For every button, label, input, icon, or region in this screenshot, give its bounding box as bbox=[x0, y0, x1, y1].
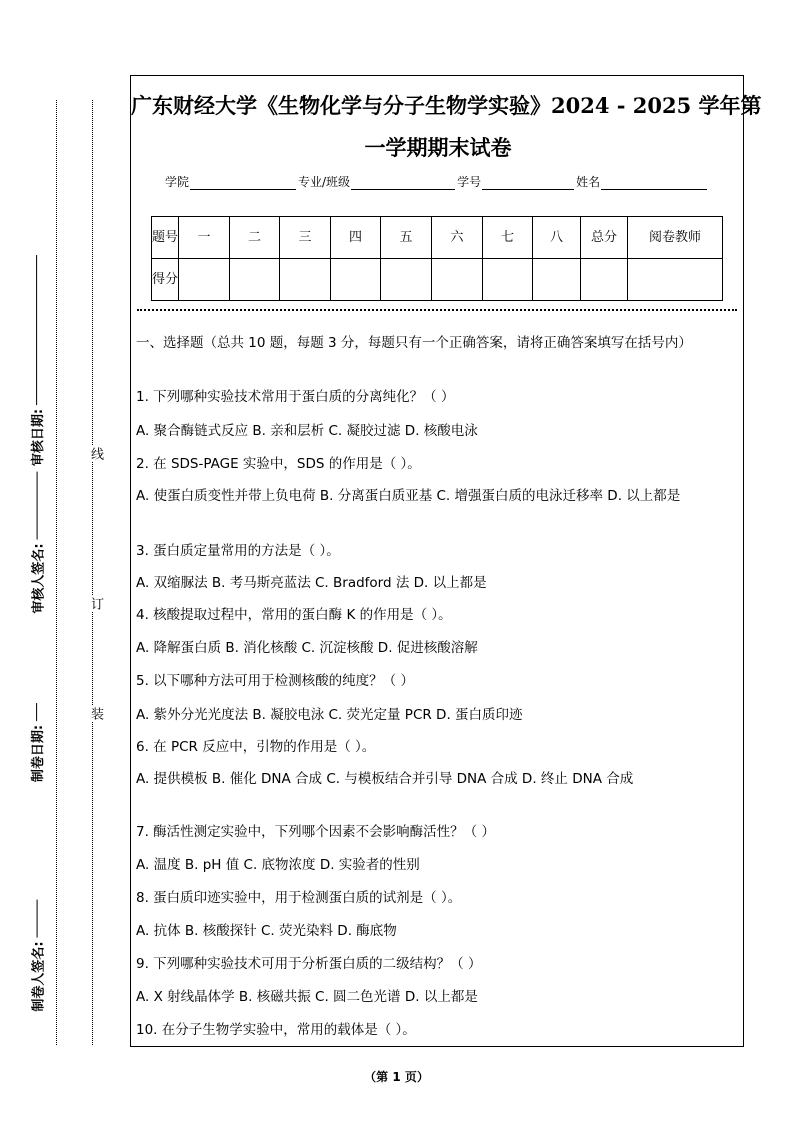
question-1-options: A. 聚合酶链式反应 B. 亲和层析 C. 凝胶过滤 D. 核酸电泳 bbox=[136, 423, 478, 439]
score-header-cell: 七 bbox=[483, 217, 533, 259]
score-header-cell: 八 bbox=[533, 217, 581, 259]
score-header-cell: 三 bbox=[280, 217, 331, 259]
score-cell[interactable] bbox=[628, 259, 723, 301]
score-table-header-row bbox=[152, 217, 723, 259]
score-cell[interactable] bbox=[179, 259, 230, 301]
question-3-options: A. 双缩脲法 B. 考马斯亮蓝法 C. Bradford 法 D. 以上都是 bbox=[136, 575, 487, 591]
question-5-options: A. 紫外分光光度法 B. 凝胶电泳 C. 荧光定量 PCR D. 蛋白质印迹 bbox=[136, 707, 523, 723]
binding-char-zhuang: 装 bbox=[88, 707, 103, 720]
score-cell[interactable] bbox=[581, 259, 628, 301]
name-label: 姓名 bbox=[576, 175, 601, 189]
section-separator bbox=[137, 309, 737, 311]
setter-date-field: 制卷日期: bbox=[10, 685, 64, 800]
question-9: 9. 下列哪种实验技术可用于分析蛋白质的二级结构？（ ） bbox=[136, 956, 482, 972]
score-cell[interactable] bbox=[280, 259, 331, 301]
score-header-cell: 六 bbox=[432, 217, 483, 259]
review-date-field: 审核日期: bbox=[10, 245, 64, 475]
question-7: 7. 酶活性测定实验中，下列哪个因素不会影响酶活性？（ ） bbox=[136, 824, 495, 840]
score-header-cell: 五 bbox=[381, 217, 432, 259]
section-intro: 一、选择题（总共 10 题，每题 3 分，每题只有一个正确答案，请将正确答案填写在括号内） bbox=[136, 335, 692, 351]
question-3: 3. 蛋白质定量常用的方法是（ ）。 bbox=[136, 543, 340, 559]
student-info-row bbox=[165, 173, 709, 190]
reviewer-sign-field: 审核人签名: bbox=[10, 460, 64, 625]
major-label: 专业/班级 bbox=[298, 175, 351, 189]
student-id-label: 学号 bbox=[457, 175, 482, 189]
major-field[interactable] bbox=[351, 177, 455, 190]
score-cell[interactable] bbox=[331, 259, 381, 301]
score-cell[interactable] bbox=[483, 259, 533, 301]
score-cell[interactable] bbox=[432, 259, 483, 301]
college-label: 学院 bbox=[165, 175, 190, 189]
reviewer-sign-line[interactable] bbox=[37, 471, 38, 539]
exam-page-frame bbox=[130, 75, 762, 1047]
question-6-options: A. 提供模板 B. 催化 DNA 合成 C. 与模板结合并引导 DNA 合成 D. 终止 DNA 合成 bbox=[136, 771, 634, 787]
question-5: 5. 以下哪种方法可用于检测核酸的纯度？（ ） bbox=[136, 673, 414, 689]
college-field[interactable] bbox=[190, 177, 296, 190]
binding-dotted-line-inner bbox=[92, 100, 93, 1045]
score-table-score-row bbox=[152, 259, 723, 301]
score-header-cell: 四 bbox=[331, 217, 381, 259]
question-8: 8. 蛋白质印迹实验中，用于检测蛋白质的试剂是（ ）。 bbox=[136, 890, 462, 906]
question-4-options: A. 降解蛋白质 B. 消化核酸 C. 沉淀核酸 D. 促进核酸溶解 bbox=[136, 640, 478, 656]
question-9-options: A. X 射线晶体学 B. 核磁共振 C. 圆二色光谱 D. 以上都是 bbox=[136, 989, 478, 1005]
question-2-options: A. 使蛋白质变性并带上负电荷 B. 分离蛋白质亚基 C. 增强蛋白质的电泳迁移率 D. 以上都是 bbox=[136, 488, 681, 504]
score-header-cell: 阅卷教师 bbox=[628, 217, 723, 259]
question-8-options: A. 抗体 B. 核酸探针 C. 荧光染料 D. 酶底物 bbox=[136, 923, 397, 939]
question-10: 10. 在分子生物学实验中，常用的载体是（ ）。 bbox=[136, 1022, 416, 1038]
score-header-cell: 题号 bbox=[152, 217, 179, 259]
setter-date-line[interactable] bbox=[37, 703, 38, 721]
student-id-field[interactable] bbox=[482, 177, 574, 190]
name-field[interactable] bbox=[601, 177, 707, 190]
score-table bbox=[151, 216, 723, 301]
score-cell[interactable] bbox=[533, 259, 581, 301]
question-1: 1. 下列哪种实验技术常用于蛋白质的分离纯化？（ ） bbox=[136, 389, 455, 405]
question-6: 6. 在 PCR 反应中，引物的作用是（ ）。 bbox=[136, 739, 376, 755]
score-header-cell: 总分 bbox=[581, 217, 628, 259]
score-header-cell: 二 bbox=[230, 217, 280, 259]
binding-char-xian: 线 bbox=[88, 447, 103, 460]
question-2: 2. 在 SDS-PAGE 实验中，SDS 的作用是（ ）。 bbox=[136, 456, 421, 472]
score-cell[interactable] bbox=[230, 259, 280, 301]
question-7-options: A. 温度 B. pH 值 C. 底物浓度 D. 实验者的性别 bbox=[136, 857, 420, 873]
question-4: 4. 核酸提取过程中，常用的蛋白酶 K 的作用是（ ）。 bbox=[136, 607, 452, 623]
score-cell[interactable] bbox=[381, 259, 432, 301]
review-date-line[interactable] bbox=[37, 254, 38, 404]
setter-sign-line[interactable] bbox=[37, 899, 38, 937]
setter-sign-field: 制卷人签名: bbox=[10, 885, 64, 1025]
score-row-label: 得分 bbox=[152, 259, 179, 301]
binding-char-ding: 订 bbox=[88, 597, 103, 610]
page-number: （第 1 页） bbox=[364, 1070, 429, 1084]
exam-title-line2: 一学期期末试卷 bbox=[364, 135, 512, 160]
exam-title-line1: 广东财经大学《生物化学与分子生物学实验》2024 - 2025 学年第 bbox=[131, 93, 762, 118]
score-header-cell: 一 bbox=[179, 217, 230, 259]
